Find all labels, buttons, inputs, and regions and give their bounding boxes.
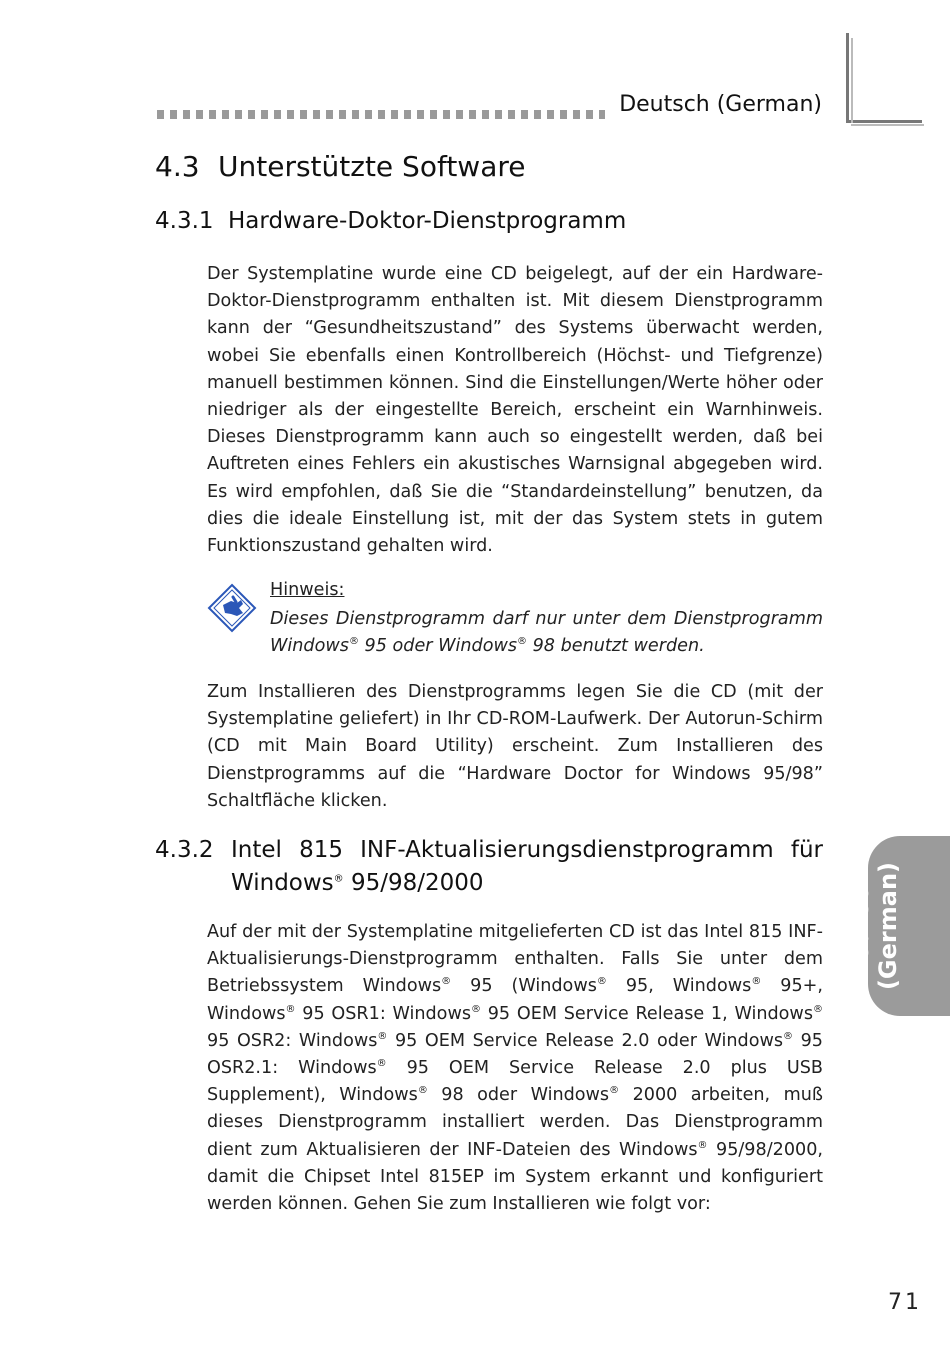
running-header: Deutsch (German)	[619, 92, 822, 117]
body-paragraph: Der Systemplatine wurde eine CD beigelegt, auf der ein Hardware-Doktor-Dienstprogramm enthalten ist. Mit diesem Dienstprogramm kann der “Gesundheitszustand” des Systems überwacht werden, wobei Sie ebenfalls einen Kontrollbereich (Höchst- und Tiefgrenze) manuell bestimmen können. Sind die Einstellungen/Werte höher oder niedriger als der eingestellte Bereich, erscheint ein Warnhinweis. Dieses Dienstprogramm kann auch so eingestellt werden, daß bei Auftreten eines Fehlers ein akustisches Warnsignal abgegeben wird. Es wird empfohlen, daß Sie die “Standardeinstellung” benutzen, da dies die ideale Einstellung ist, mit der das System stets in gutem Funktionszustand gehalten wird.	[207, 264, 823, 557]
header-dotted-rule	[157, 110, 605, 119]
section-number: 4.3	[155, 150, 200, 183]
subsection-title: Intel 815 INF-Aktualisierungsdienstprogramm für Windows® 95/98/2000	[231, 837, 823, 896]
body-paragraph: Auf der mit der Systemplatine mitgelieferten CD ist das Intel 815 INF-Aktualisierungs-Dienstprogramm enthalten. Falls Sie unter dem Betriebssystem Windows® 95 (Windows® 95, Windows® 95+, Windows® 95 OSR1: Windows® 95 OEM Service Release 1, Windows® 95 OSR2: Windows® 95 OEM Service Release 2.0 oder Windows® 95 OSR2.1: Windows® 95 OEM Service Release 2.0 plus USB Supplement), Windows® 98 oder Windows® 2000 arbeiten, muß dieses Dienstprogramm installiert werden. Das Dienstprogramm dient zum Aktualisieren der INF-Dateien des Windows® 95/98/2000, damit die Chipset Intel 815EP im System erkannt und konfiguriert werden können. Gehen Sie zum Installieren wie folgt vor:	[207, 922, 824, 1215]
section-heading	[155, 150, 525, 183]
body-paragraph: Zum Installieren des Dienstprogramms legen Sie die CD (mit der Systemplatine geliefert) in Ihr CD-ROM-Laufwerk. Der Autorun-Schirm (CD mit Main Board Utility) erscheint. Zum Installieren des Dienstprogramms auf die “Hardware Doctor for Windows 95/98” Schaltfläche klicken.	[207, 682, 823, 811]
note-hand-icon	[207, 583, 257, 633]
corner-mark	[846, 33, 849, 121]
corner-mark-shadow	[851, 38, 853, 123]
subsection-title: Hardware-Doktor-Dienstprogramm	[228, 208, 627, 234]
note-text: Dieses Dienstprogramm darf nur unter dem Dienstprogramm Windows® 95 oder Windows® 98 benutzt werden.	[270, 609, 823, 657]
corner-mark	[846, 120, 922, 123]
note-label: Hinweis:	[270, 580, 345, 600]
side-tab-label: Deutsch (German)	[846, 861, 902, 991]
subsection-number: 4.3.1	[155, 208, 214, 234]
subsection-heading-1	[155, 208, 626, 234]
subsection-number: 4.3.2	[155, 837, 214, 863]
section-title: Unterstützte Software	[218, 150, 526, 183]
subsection-heading-2	[155, 834, 823, 900]
page-number: 71	[888, 1290, 922, 1315]
corner-mark-shadow	[851, 124, 924, 126]
